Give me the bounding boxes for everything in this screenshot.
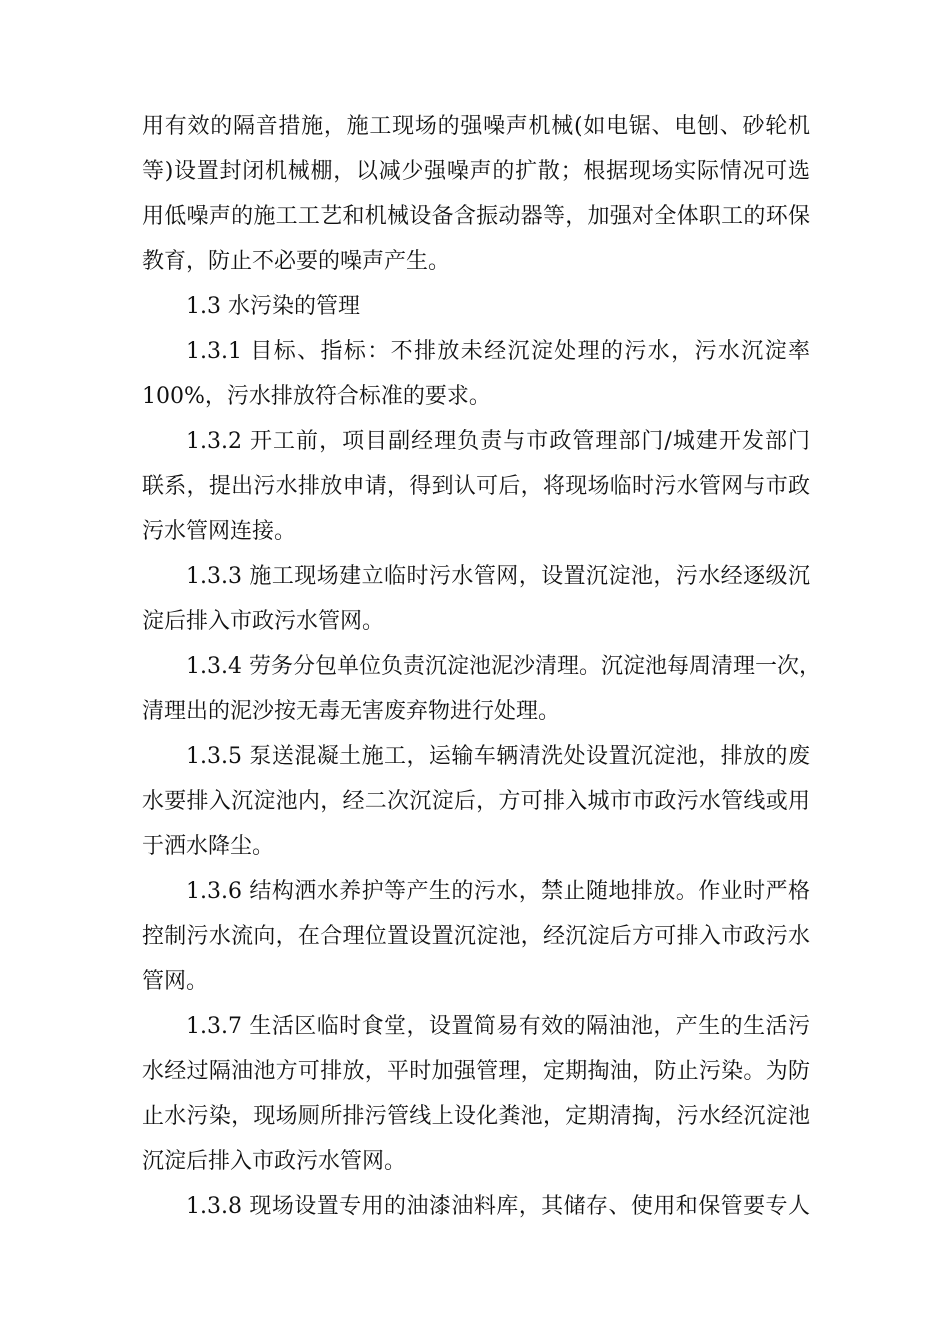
- text-line: 止水污染，现场厕所排污管线上设化粪池，定期清掏，污水经沉淀池: [142, 1104, 810, 1129]
- text-line: 控制污水流向，在合理位置设置沉淀池，经沉淀后方可排入市政污水: [142, 924, 810, 949]
- text-line: 水经过隔油池方可排放，平时加强管理，定期掏油，防止污染。为防: [142, 1059, 810, 1084]
- text-line: 1.3.8 现场设置专用的油漆油料库，其储存、使用和保管要专人: [186, 1194, 810, 1219]
- text-line: 1.3.6 结构洒水养护等产生的污水，禁止随地排放。作业时严格: [186, 879, 810, 904]
- text-line: 于洒水降尘。: [142, 834, 275, 859]
- text-line: 1.3.1 目标、指标：不排放未经沉淀处理的污水，污水沉淀率: [186, 339, 810, 364]
- text-line: 1.3.7 生活区临时食堂，设置简易有效的隔油池，产生的生活污: [186, 1014, 810, 1039]
- text-line: 用有效的隔音措施，施工现场的强噪声机械(如电锯、电刨、砂轮机: [142, 114, 810, 139]
- text-line: 100%，污水排放符合标准的要求。: [142, 384, 491, 409]
- text-line: 1.3.5 泵送混凝土施工，运输车辆清洗处设置沉淀池，排放的废: [186, 744, 810, 769]
- text-line: 水要排入沉淀池内，经二次沉淀后，方可排入城市市政污水管线或用: [142, 789, 810, 814]
- text-line: 用低噪声的施工工艺和机械设备含振动器等，加强对全体职工的环保: [142, 204, 810, 229]
- text-line: 1.3.4 劳务分包单位负责沉淀池泥沙清理。沉淀池每周清理一次，: [186, 654, 821, 679]
- text-line: 1.3.3 施工现场建立临时污水管网，设置沉淀池，污水经逐级沉: [186, 564, 810, 589]
- text-line: 联系，提出污水排放申请，得到认可后，将现场临时污水管网与市政: [142, 474, 810, 499]
- text-line: 清理出的泥沙按无毒无害废弃物进行处理。: [142, 699, 561, 724]
- text-line: 管网。: [142, 969, 209, 994]
- document-body: [142, 104, 821, 1229]
- text-line: 沉淀后排入市政污水管网。: [142, 1149, 407, 1174]
- text-line: 污水管网连接。: [142, 519, 297, 544]
- text-line: 1.3.2 开工前，项目副经理负责与市政管理部门/城建开发部门: [186, 429, 810, 454]
- text-line: 淀后排入市政污水管网。: [142, 609, 385, 634]
- text-line: 等)设置封闭机械棚，以减少强噪声的扩散；根据现场实际情况可选: [142, 159, 810, 184]
- text-line: 1.3 水污染的管理: [186, 294, 360, 319]
- text-line: 教育，防止不必要的噪声产生。: [142, 249, 451, 274]
